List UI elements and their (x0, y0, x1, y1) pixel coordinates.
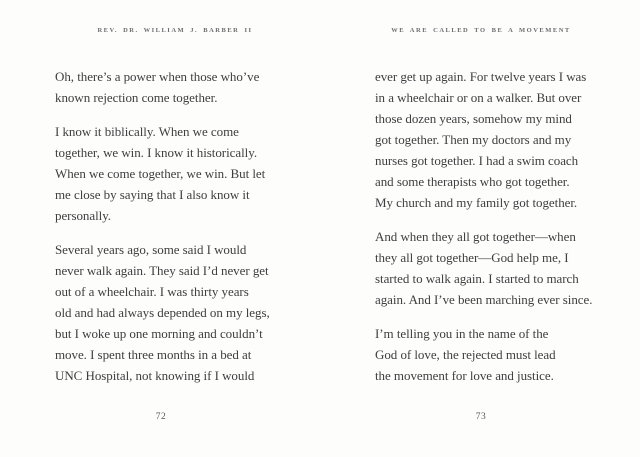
text-line: started to walk again. I started to march (375, 271, 579, 286)
paragraph (55, 66, 267, 108)
text-line: known rejection come together. (55, 90, 218, 105)
page-right (375, 0, 593, 457)
text-line: When we come together, we win. But let (55, 166, 266, 181)
text-line: me close by saying that I also know it (55, 187, 250, 202)
text-line: Several years ago, some said I would (55, 242, 247, 257)
text-line: they all got together—God help me, I (375, 250, 569, 265)
paragraph (375, 66, 587, 213)
text-line: never walk again. They said I’d never get (55, 263, 269, 278)
running-header-author: REV. DR. WILLIAM J. BARBER II (97, 27, 253, 34)
page-right-body (375, 66, 593, 399)
text-line: and some therapists who got together. (375, 174, 570, 189)
page-left-body (55, 66, 270, 399)
running-header-title: WE ARE CALLED TO BE A MOVEMENT (391, 27, 571, 34)
text-line: I know it biblically. When we come (55, 124, 239, 139)
text-line: the movement for love and justice. (375, 368, 554, 383)
page-number-right: 73 (475, 412, 487, 422)
paragraph (55, 239, 270, 386)
paragraph (375, 323, 587, 386)
text-line: out of a wheelchair. I was thirty years (55, 284, 249, 299)
text-line: move. I spent three months in a bed at (55, 347, 252, 362)
text-line: in a wheelchair or on a walker. But over (375, 90, 582, 105)
text-line: And when they all got together—when (375, 229, 576, 244)
paragraph (375, 226, 593, 310)
text-line: personally. (55, 208, 112, 223)
text-line: nurses got together. I had a swim coach (375, 153, 579, 168)
page-left (55, 0, 270, 457)
text-line: ever get up again. For twelve years I was (375, 69, 587, 84)
page-number-left: 72 (155, 412, 167, 422)
text-line: those dozen years, somehow my mind (375, 111, 572, 126)
text-line: together, we win. I know it historically. (55, 145, 258, 160)
text-line: Oh, there’s a power when those who’ve (55, 69, 260, 84)
text-line: again. And I’ve been marching ever since. (375, 292, 593, 307)
text-line: UNC Hospital, not knowing if I would (55, 368, 255, 383)
text-line: My church and my family got together. (375, 195, 578, 210)
text-line: I’m telling you in the name of the (375, 326, 549, 341)
text-line: God of love, the rejected must lead (375, 347, 556, 362)
text-line: old and had always depended on my legs, (55, 305, 270, 320)
text-line: but I woke up one morning and couldn’t (55, 326, 263, 341)
paragraph (55, 121, 267, 226)
text-line: got together. Then my doctors and my (375, 132, 572, 147)
